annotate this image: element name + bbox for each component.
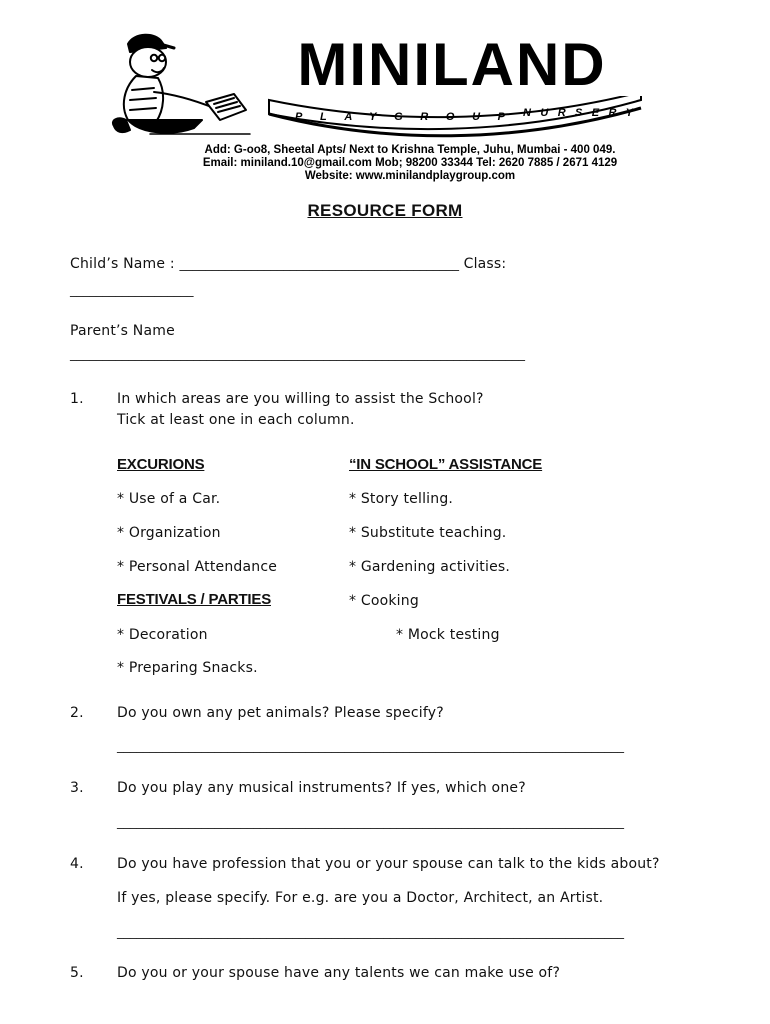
class-label: Class: bbox=[458, 256, 507, 272]
tagline-word-nursery: NURSERY bbox=[523, 107, 633, 119]
question-1-number: 1. bbox=[70, 391, 84, 407]
question-4-answer-blank[interactable]: ______________________________________________________________________________ bbox=[117, 925, 624, 940]
option-decoration[interactable]: * Decoration bbox=[117, 627, 208, 643]
question-4-number: 4. bbox=[70, 856, 84, 872]
option-use-of-car[interactable]: * Use of a Car. bbox=[117, 491, 221, 507]
question-5-number: 5. bbox=[70, 965, 84, 981]
form-title: RESOURCE FORM bbox=[307, 201, 463, 220]
parent-name-blank[interactable]: ______________________________________________________________________ bbox=[70, 347, 525, 362]
option-mock-testing[interactable]: * Mock testing bbox=[396, 627, 500, 643]
brand-title: MINILAND bbox=[297, 31, 607, 98]
question-4-example: If yes, please specify. For e.g. are you a Doctor, Architect, an Artist. bbox=[117, 890, 604, 906]
in-school-heading: “IN SCHOOL” ASSISTANCE bbox=[349, 456, 543, 473]
question-3-answer-blank[interactable]: ______________________________________________________________________________ bbox=[117, 815, 624, 830]
child-name-row bbox=[70, 254, 506, 275]
option-cooking[interactable]: * Cooking bbox=[349, 593, 419, 609]
question-2-answer-blank[interactable]: ______________________________________________________________________________ bbox=[117, 739, 624, 754]
question-5-text: Do you or your spouse have any talents we can make use of? bbox=[117, 965, 561, 981]
question-1-instruction: Tick at least one in each column. bbox=[117, 412, 355, 428]
option-substitute-teaching[interactable]: * Substitute teaching. bbox=[349, 525, 507, 541]
question-3-text: Do you play any musical instruments? If yes, which one? bbox=[117, 780, 526, 796]
option-story-telling[interactable]: * Story telling. bbox=[349, 491, 454, 507]
child-name-blank[interactable]: ___________________________________________ bbox=[179, 257, 459, 272]
website-line: Website: www.minilandplaygroup.com bbox=[304, 170, 516, 182]
tagline-word-playgroup: PLAYGROUP bbox=[295, 111, 505, 123]
question-2-text: Do you own any pet animals? Please specify? bbox=[117, 705, 444, 721]
festivals-heading: FESTIVALS / PARTIES bbox=[117, 591, 271, 608]
excursions-heading: EXCURIONS bbox=[117, 456, 205, 473]
question-1-text: In which areas are you willing to assist the School? bbox=[117, 391, 484, 407]
playgroup-nursery-swoosh bbox=[265, 96, 645, 144]
contact-line: Email: miniland.10@gmail.com Mob; 98200 33344 Tel: 2620 7885 / 2671 4129 bbox=[202, 157, 618, 169]
question-3-number: 3. bbox=[70, 780, 84, 796]
child-reading-illustration bbox=[110, 30, 260, 140]
question-4-text: Do you have profession that you or your spouse can talk to the kids about? bbox=[117, 856, 660, 872]
question-2-number: 2. bbox=[70, 705, 84, 721]
child-name-label: Child’s Name : bbox=[70, 256, 180, 272]
option-gardening-activities[interactable]: * Gardening activities. bbox=[349, 559, 511, 575]
class-blank[interactable]: ___________________ bbox=[70, 283, 194, 298]
option-personal-attendance[interactable]: * Personal Attendance bbox=[117, 559, 278, 575]
parent-name-label: Parent’s Name bbox=[70, 323, 175, 339]
option-preparing-snacks[interactable]: * Preparing Snacks. bbox=[117, 660, 258, 676]
option-organization[interactable]: * Organization bbox=[117, 525, 221, 541]
address-line: Add: G-oo8, Sheetal Apts/ Next to Krishna Temple, Juhu, Mumbai - 400 049. bbox=[204, 144, 616, 156]
